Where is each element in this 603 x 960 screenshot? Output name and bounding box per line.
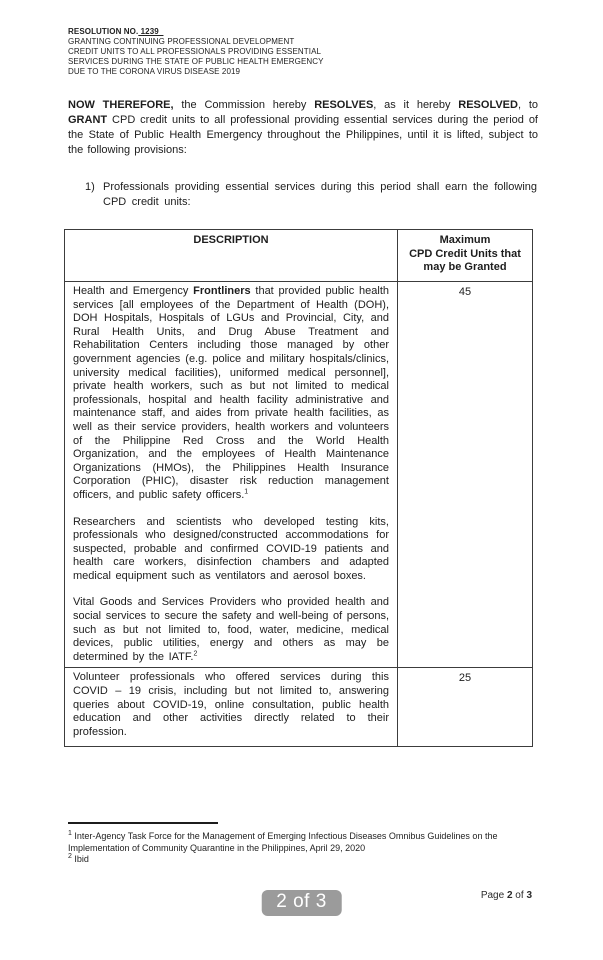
resolution-title: RESOLUTION NO. 1239 xyxy=(68,27,164,36)
footnote-2: $^2$ Ibid xyxy=(68,853,89,864)
resolution-subtitle-line-4: DUE TO THE CORONA VIRUS DISEASE 2019 xyxy=(68,66,241,76)
table-header-max-units xyxy=(398,230,533,282)
cpd-credit-table xyxy=(64,229,533,747)
volunteers-description-cell xyxy=(65,668,398,747)
footnote-divider xyxy=(68,822,218,824)
vital-goods-paragraph: Vital Goods and Services Providers who provided health and social services to secure the safety and well-being of persons, such as but not limited to, food, water, medicine, medical devices, public utilities, energy and others as may be determined by the IATF.$^2$ xyxy=(73,596,389,663)
resolution-header xyxy=(68,27,324,77)
max-units-header-line-2: CPD Credit Units that xyxy=(409,247,521,260)
resolution-subtitle-line-3: SERVICES DURING THE STATE OF PUBLIC HEALTH EMERGENCY xyxy=(68,56,324,66)
max-units-header-line-3: may be Granted xyxy=(423,261,507,273)
page-indicator-badge: 2 of 3 xyxy=(261,890,342,916)
provision-number: 1) xyxy=(85,181,95,193)
resolution-subtitle-line-1: GRANTING CONTINUING PROFESSIONAL DEVELOPMENT xyxy=(68,36,295,46)
table-header-row xyxy=(65,230,533,282)
table-header-description: DESCRIPTION xyxy=(65,230,398,282)
provision-text: Professionals providing essential services during this period shall earn the following CPD credit units: xyxy=(103,181,537,208)
footnote-1: $^1$ Inter-Agency Task Force for the Management of Emerging Infectious Diseases Omnibus Guidelines on the Implementation of Community Quarantine in the Philippines, April 29, 2020 xyxy=(68,830,498,853)
frontliners-description-cell xyxy=(65,282,398,668)
volunteers-credit-value: 25 xyxy=(398,668,533,747)
volunteers-paragraph: Volunteer professionals who offered services during this COVID – 19 crisis, including but not limited to, answering queries about COVID-19, online consultation, public health education and other activities directly related to their profession. xyxy=(73,671,389,738)
provision-item-1 xyxy=(85,180,537,210)
table-row-frontliners xyxy=(65,282,533,668)
frontliners-credit-value: 45 xyxy=(398,282,533,668)
table-row-volunteers xyxy=(65,668,533,747)
max-units-header-line-1: Maximum xyxy=(439,234,491,246)
researchers-paragraph: Researchers and scientists who developed testing kits, professionals who designed/constructed accommodations for suspected, probable and confirmed COVID-19 patients and health care workers, disinfection chambers and adapted medical equipment such as ventilators and aerosol boxes. xyxy=(73,515,389,582)
footnotes-section xyxy=(68,822,542,866)
page-number-label: Page 2 of 3 xyxy=(480,890,532,901)
intro-paragraph: NOW THEREFORE, the Commission hereby RESOLVES, as it hereby RESOLVED, to GRANT CPD credit units to all professional providing essential services during the period of the State of Public Health Emergency throughout the Philippines, until it is lifted, subject to the following provisions: xyxy=(68,99,538,156)
resolution-subtitle-line-2: CREDIT UNITS TO ALL PROFESSIONALS PROVIDING ESSENTIAL xyxy=(68,46,322,56)
frontliners-paragraph: Health and Emergency Frontliners that provided public health services [all employees of the Department of Health (DOH), DOH Hospitals, Hospitals of LGUs and Provincial, City, and Rural Health Units, and Drug Abuse Treatment and Rehabilitation Centers including those managed by other government agencies (e.g. police and military hospitals/clinics, university medical facilities), uniformed medical personnel], private health workers, such as but not limited to medical professionals, hospital and health facility administrative and maintenance staff, and aides from private health facilities, as well as their service providers, health workers and volunteers of the Philippine Red Cross and the World Health Organization, and the employees of Health Maintenance Organizations (HMOs), the Philippines Health Insurance Corporation (PHIC), disaster risk reduction management officers, and public safety officers.$^1$ xyxy=(73,285,390,501)
